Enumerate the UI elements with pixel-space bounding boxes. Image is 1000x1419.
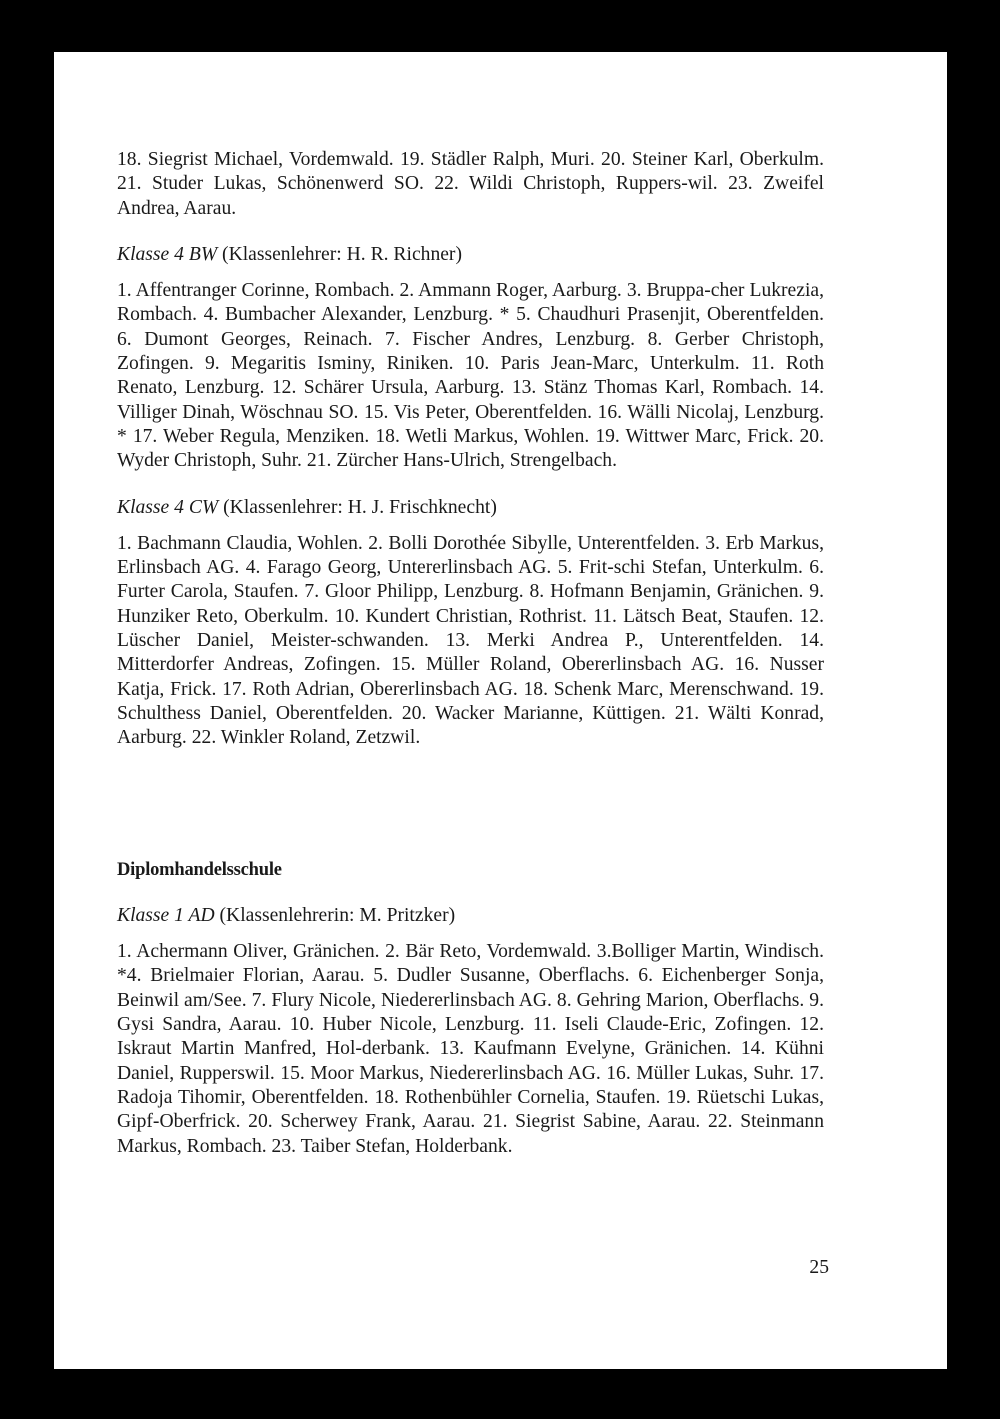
continuation-paragraph: 18. Siegrist Michael, Vordemwald. 19. Städler Ralph, Muri. 20. Steiner Karl, Oberkulm. 21. Studer Lukas, Schönenwerd SO. 22. Wildi Christoph, Ruppers-wil. 23. Zweifel Andrea, Aarau. xyxy=(117,149,824,219)
section-title: Diplomhandelsschule xyxy=(117,859,282,880)
klasse-4cw-title: Klasse 4 CW xyxy=(117,496,219,518)
klasse-1ad-teacher: (Klassenlehrerin: M. Pritzker) xyxy=(214,904,456,926)
klasse-4bw-teacher: (Klassenlehrer: H. R. Richner) xyxy=(217,243,462,265)
klasse-4bw-title: Klasse 4 BW xyxy=(117,243,218,265)
klasse-1ad-heading xyxy=(117,904,824,928)
klasse-4cw-list: 1. Bachmann Claudia, Wohlen. 2. Bolli Dorothée Sibylle, Unterentfelden. 3. Erb Markus, Erlinsbach AG. 4. Farago Georg, Untererlinsbach AG. 5. Frit-schi Stefan, Unterkulm. 6. Furter Carola, Staufen. 7. Gloor Philipp, Lenzburg. 8. Hofmann Benjamin, Gränichen. 9. Hunziker Reto, Oberkulm. 10. Kundert Christian, Rothrist. 11. Lätsch Beat, Staufen. 12. Lüscher Daniel, Meister-schwanden. 13. Merki Andrea P., Unterentfelden. 14. Mitterdorfer Andreas, Zofingen. 15. Müller Roland, Obererlinsbach AG. 16. Nusser Katja, Frick. 17. Roth Adrian, Obererlinsbach AG. 18. Schenk Marc, Merenschwand. 19. Schulthess Daniel, Oberentfelden. 20. Wacker Marianne, Küttigen. 21. Wälti Konrad, Aarburg. 22. Winkler Roland, Zetzwil. xyxy=(117,532,824,749)
klasse-1ad-title: Klasse 1 AD xyxy=(117,904,215,926)
klasse-4bw-heading xyxy=(117,243,824,267)
page-content xyxy=(117,148,824,1159)
klasse-4bw-list: 1. Affentranger Corinne, Rombach. 2. Ammann Roger, Aarburg. 3. Bruppa-cher Lukrezia, Rombach. 4. Bumbacher Alexander, Lenzburg. * 5. Chaudhuri Prasenjit, Oberentfelden. 6. Dumont Georges, Reinach. 7. Fischer Andres, Lenzburg. 8. Gerber Christoph, Zofingen. 9. Megaritis Isminy, Riniken. 10. Paris Jean-Marc, Unterkulm. 11. Roth Renato, Lenzburg. 12. Schärer Ursula, Aarburg. 13. Stänz Thomas Karl, Rombach. 14. Villiger Dinah, Wöschnau SO. 15. Vis Peter, Oberentfelden. 16. Wälli Nicolaj, Lenzburg. * 17. Weber Regula, Menziken. 18. Wetli Markus, Wohlen. 19. Wittwer Marc, Frick. 20. Wyder Christoph, Suhr. 21. Zürcher Hans-Ulrich, Strengelbach. xyxy=(117,280,824,472)
klasse-4cw-heading xyxy=(117,496,824,520)
page-number: 25 xyxy=(809,1257,829,1278)
document-page xyxy=(54,52,947,1369)
klasse-4cw-teacher: (Klassenlehrer: H. J. Frischknecht) xyxy=(218,496,497,518)
klasse-1ad-list: 1. Achermann Oliver, Gränichen. 2. Bär Reto, Vordemwald. 3.Bolliger Martin, Windisch. *4. Brielmaier Florian, Aarau. 5. Dudler Susanne, Oberflachs. 6. Eichenberger Sonja, Beinwil am/See. 7. Flury Nicole, Niedererlinsbach AG. 8. Gehring Marion, Oberflachs. 9. Gysi Sandra, Aarau. 10. Huber Nicole, Lenzburg. 11. Iseli Claude-Eric, Zofingen. 12. Iskraut Martin Manfred, Hol-derbank. 13. Kaufmann Evelyne, Gränichen. 14. Kühni Daniel, Rupperswil. 15. Moor Markus, Niedererlinsbach AG. 16. Müller Lukas, Suhr. 17. Radoja Tihomir, Oberentfelden. 18. Rothenbühler Cornelia, Staufen. 19. Rüetschi Lukas, Gipf-Oberfrick. 20. Scherwey Frank, Aarau. 21. Siegrist Sabine, Aarau. 22. Steinmann Markus, Rombach. 23. Taiber Stefan, Holderbank. xyxy=(117,941,824,1157)
